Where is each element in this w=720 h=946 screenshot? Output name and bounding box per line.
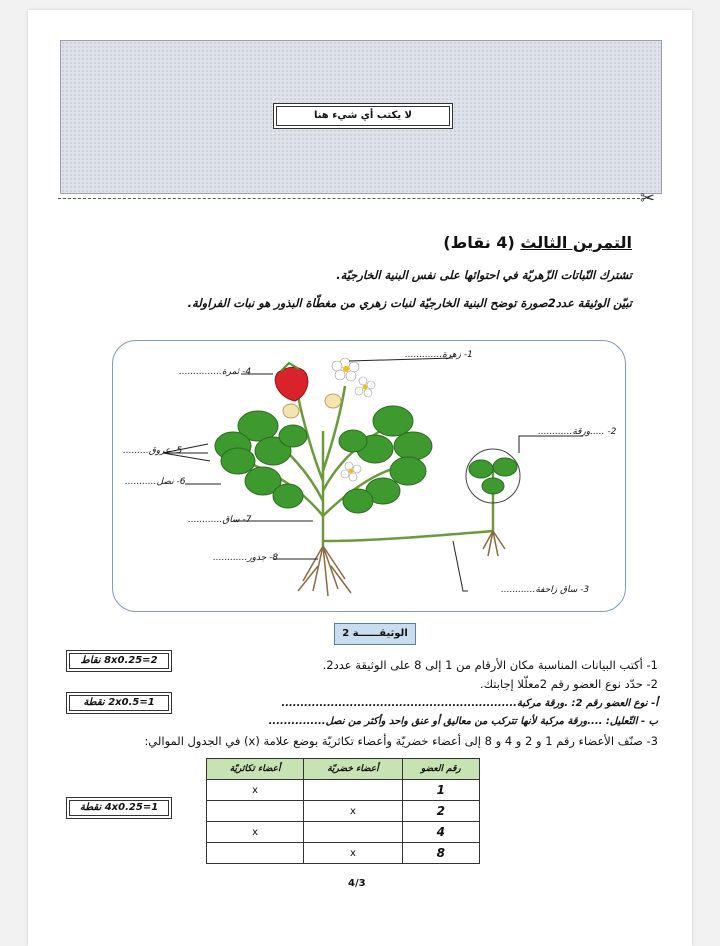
cell-reproductive: x (207, 780, 304, 801)
strawberry-plant-drawing (113, 341, 625, 611)
exercise-title-text: التمرين الثالث (520, 233, 632, 252)
score-box-3: 1=4x0.25 نقطة (66, 797, 172, 819)
header-organ-number: رقم العضو (402, 759, 479, 780)
cell-reproductive: x (207, 822, 304, 843)
header-reproductive: أعضاء تكاثريّة (207, 759, 304, 780)
scissors-icon: ✂ (640, 188, 656, 209)
exercise-points: (4 نقاط) (443, 233, 515, 252)
label-6-blade: 6- نصل........... (125, 477, 186, 487)
cell-vegetative (304, 780, 402, 801)
question-1: 1- أكتب البيانات المناسبة مكان الأرقام من 1 إلى 8 على الوثيقة عدد2. (322, 658, 658, 672)
cell-vegetative (304, 822, 402, 843)
cell-organ: 2 (402, 801, 479, 822)
table-row (207, 822, 480, 843)
no-write-notice: لا يكتب أي شيء هنا (273, 103, 453, 129)
table-header-row (207, 759, 480, 780)
cell-organ: 1 (402, 780, 479, 801)
intro-line-2: تبيّن الوثيقة عدد2صورة توضح البنية الخارجيّة لنبات زهري من مغطّاة البذور هو نبات الفراولة. (187, 296, 632, 310)
cell-vegetative: x (304, 843, 402, 864)
exercise-title (443, 233, 632, 252)
cell-vegetative: x (304, 801, 402, 822)
label-2-leaf: 2- .....ورقة............ (538, 427, 617, 437)
header-vegetative: أعضاء خضريّة (304, 759, 402, 780)
page-number: 4/3 (348, 878, 366, 889)
cell-reproductive (207, 843, 304, 864)
table-row (207, 843, 480, 864)
cell-reproductive (207, 801, 304, 822)
score-box-1: 2=8x0.25 نقاط (66, 650, 172, 672)
label-4-fruit: 4- ثمرة............... (179, 367, 252, 377)
answer-b: ب - التّعليل: ....ورقة مركبة لأنها تتركب من معاليق أو عنق واحد وأكثر من نصل............... (268, 716, 658, 727)
cut-line (58, 198, 650, 199)
score-box-2: 1=2x0.5 نقطة (66, 692, 172, 714)
question-3: 3- صنّف الأعضاء رقم 1 و 2 و 4 و 8 إلى أعضاء خضريّة وأعضاء تكاثريّة بوضع علامة (x) في الجدول الموالي: (144, 734, 658, 748)
label-1-flower: 1- زهرة............. (405, 350, 473, 360)
label-3-runner-stem: 3- ساق زاحفة............ (501, 585, 590, 595)
label-8-roots: 8- جذور............ (213, 553, 279, 563)
table-row (207, 780, 480, 801)
label-5-veins: 5- عروق......... (123, 446, 183, 456)
label-7-stem: 7- ساق............ (188, 515, 252, 525)
intro-line-1: تشترك النّباتات الزّهريّة في احتوائها على نفس البنية الخارجيّة. (336, 268, 632, 282)
question-2: 2- حدّد نوع العضو رقم 2معلّلا إجابتك. (479, 677, 658, 691)
table-row (207, 801, 480, 822)
classification-table (206, 758, 480, 864)
cell-organ: 4 (402, 822, 479, 843)
strawberry-figure (112, 340, 626, 612)
document-title: الوثيقــــــة 2 (334, 623, 416, 645)
answer-a: أ- نوع العضو رقم 2: .ورقة مركبة.............................................................. (281, 698, 658, 709)
cell-organ: 8 (402, 843, 479, 864)
